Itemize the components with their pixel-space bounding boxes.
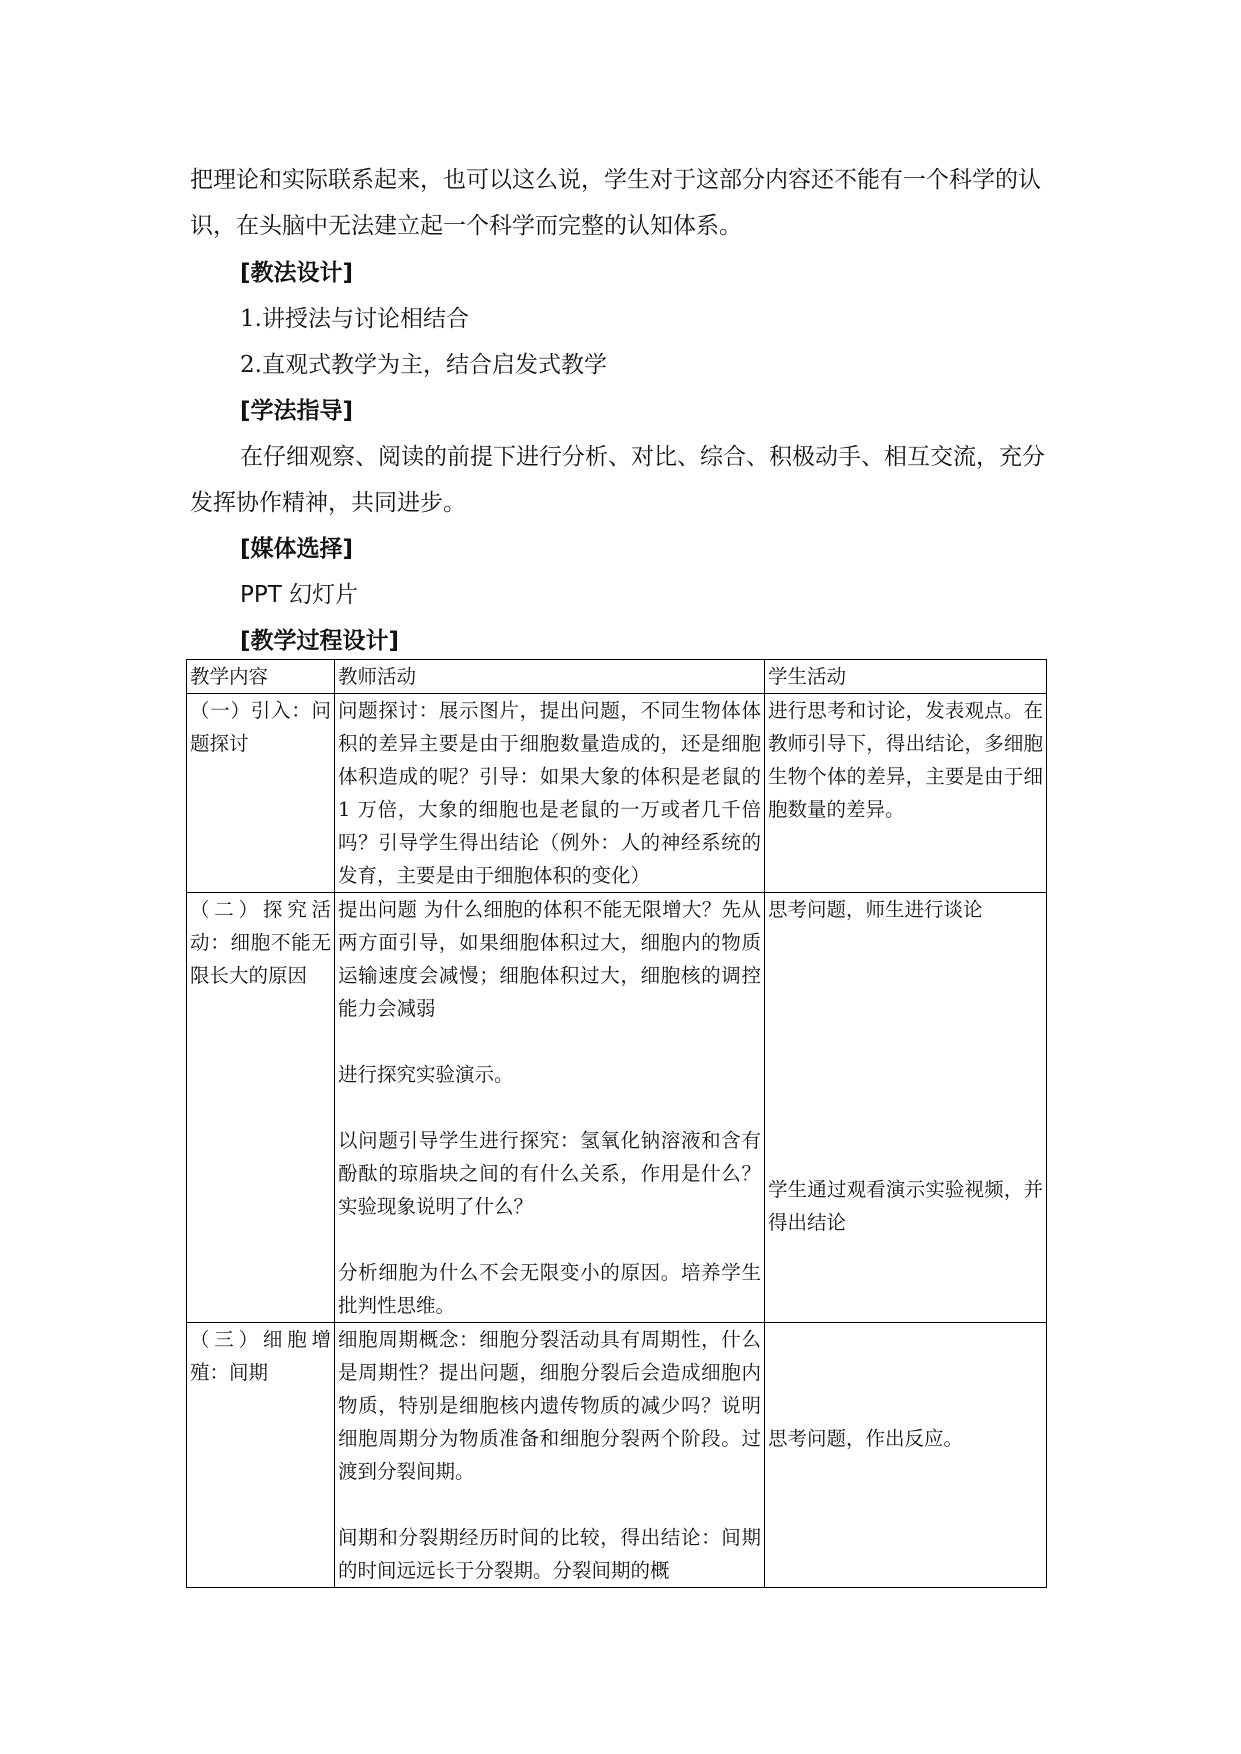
column-header-student: 学生活动 <box>765 660 1047 694</box>
row-1-student-text: 进行思考和讨论，发表观点。在教师引导下，得出结论，多细胞生物个体的差异，主要是由于细胞数量的差异。 <box>768 699 1043 821</box>
row-2-student-text-1: 思考问题，师生进行谈论 <box>768 898 983 921</box>
table-row <box>187 1323 1047 1588</box>
row-1-teacher <box>335 694 765 893</box>
row-2-teacher <box>335 893 765 1323</box>
learning-method-text: 在仔细观察、阅读的前提下进行分析、对比、综合、积极动手、相互交流，充分发挥协作精神，共同进步。 <box>190 444 1045 516</box>
row-3-teacher-text-2: 间期和分裂期经历时间的比较，得出结论：间期的时间远远长于分裂期。分裂间期的概 <box>338 1526 761 1582</box>
row-1-teacher-text: 问题探讨：展示图片，提出问题，不同生物体体积的差异主要是由于细胞数量造成的，还是细胞体积造成的呢？引导：如果大象的体积是老鼠的 1 万倍，大象的细胞也是老鼠的一万或者几千倍吗？引导学生得出结论（例外：人的神经系统的发育，主要是由于细胞体积的变化） <box>338 699 761 887</box>
media-prefix: PPT <box>240 582 282 608</box>
process-table <box>186 659 1047 1588</box>
teaching-method-item-2: 2.直观式教学为主，结合启发式教学 <box>240 352 607 378</box>
row-1-content: （一）引入：问题探讨 <box>187 694 335 893</box>
table-row <box>187 893 1047 1323</box>
media-line <box>240 572 358 618</box>
media-heading: [媒体选择] <box>240 536 354 562</box>
row-2-teacher-text-1: 提出问题 为什么细胞的体积不能无限增大？先从两方面引导，如果细胞体积过大，细胞内的物质运输速度会减慢；细胞体积过大，细胞核的调控能力会减弱 <box>338 898 761 1020</box>
row-3-teacher <box>335 1323 765 1588</box>
learning-method-heading: [学法指导] <box>240 398 354 424</box>
intro-paragraph: 把理论和实际联系起来，也可以这么说，学生对于这部分内容还不能有一个科学的认识，在头脑中无法建立起一个科学而完整的认知体系。 <box>190 167 1041 239</box>
media-text: 幻灯片 <box>289 582 359 608</box>
row-3-student-text: 思考问题，作出反应。 <box>768 1427 964 1450</box>
row-2-teacher-text-2: 进行探究实验演示。 <box>338 1063 514 1086</box>
row-3-content: （三）细胞增殖：间期 <box>187 1323 335 1588</box>
table-header-row <box>187 660 1047 694</box>
row-2-student <box>765 893 1047 1323</box>
process-heading: [教学过程设计] <box>240 628 400 654</box>
row-3-student <box>765 1323 1047 1588</box>
column-header-content: 教学内容 <box>187 660 335 694</box>
row-2-teacher-text-4: 分析细胞为什么不会无限变小的原因。培养学生批判性思维。 <box>338 1261 761 1317</box>
teaching-method-item-1: 1.讲授法与讨论相结合 <box>240 306 469 332</box>
row-2-teacher-text-3: 以问题引导学生进行探究：氢氧化钠溶液和含有酚酞的琼脂块之间的有什么关系，作用是什么？实验现象说明了什么？ <box>338 1129 761 1218</box>
table-row <box>187 694 1047 893</box>
column-header-teacher: 教师活动 <box>335 660 765 694</box>
row-2-student-text-2: 学生通过观看演示实验视频，并得出结论 <box>768 1178 1043 1234</box>
row-1-student <box>765 694 1047 893</box>
teaching-method-heading: [教法设计] <box>240 260 354 286</box>
row-3-teacher-text-1: 细胞周期概念：细胞分裂活动具有周期性，什么是周期性？提出问题，细胞分裂后会造成细胞内物质，特别是细胞核内遗传物质的减少吗？说明细胞周期分为物质准备和细胞分裂两个阶段。过渡到分裂间期。 <box>338 1328 761 1483</box>
row-2-content: （二）探究活动：细胞不能无限长大的原因 <box>187 893 335 1323</box>
